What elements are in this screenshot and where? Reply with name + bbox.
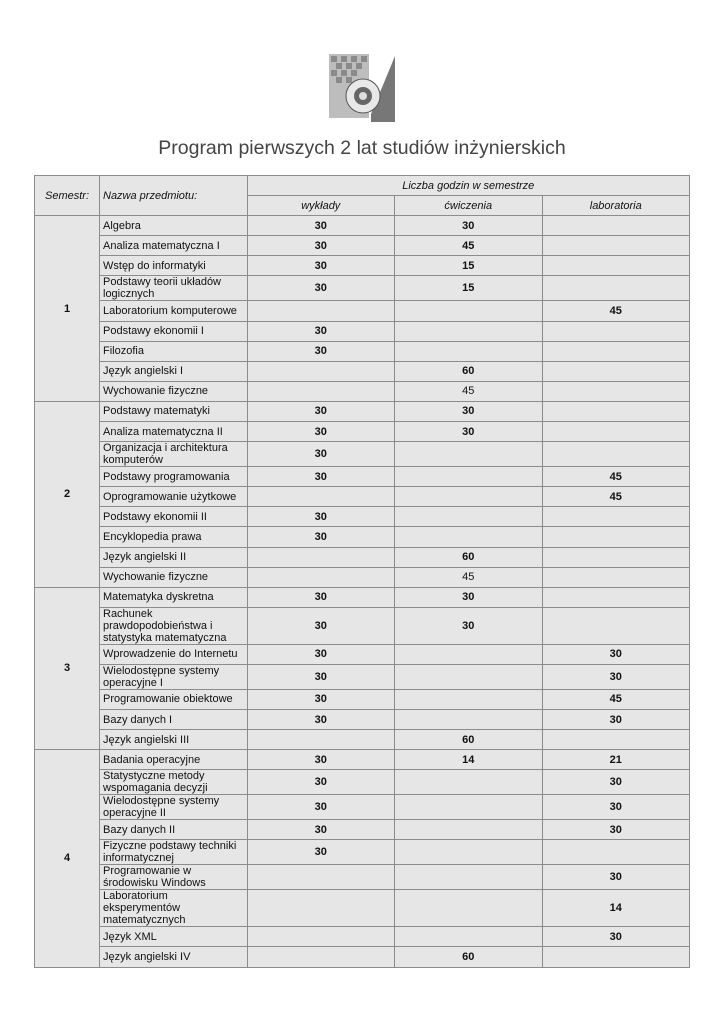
lab-hours	[542, 947, 690, 967]
table-row	[35, 865, 690, 890]
lecture-hours: 30	[247, 840, 395, 865]
semester-number: 1	[35, 216, 100, 402]
lecture-hours	[247, 547, 395, 567]
exercise-hours	[395, 890, 543, 927]
lab-hours: 30	[542, 795, 690, 820]
exercise-hours: 15	[395, 276, 543, 301]
course-name: Język XML	[100, 927, 248, 947]
table-row	[35, 689, 690, 709]
table-row	[35, 321, 690, 341]
course-name: Organizacja i architektura komputerów	[100, 442, 248, 467]
table-row	[35, 947, 690, 967]
course-name: Encyklopedia prawa	[100, 527, 248, 547]
lecture-hours: 30	[247, 587, 395, 607]
table-row	[35, 587, 690, 607]
course-name: Matematyka dyskretna	[100, 587, 248, 607]
lecture-hours	[247, 301, 395, 321]
course-name: Podstawy ekonomii I	[100, 321, 248, 341]
table-row	[35, 216, 690, 236]
lab-hours	[542, 840, 690, 865]
lab-hours	[542, 547, 690, 567]
table-row	[35, 236, 690, 256]
exercise-hours	[395, 770, 543, 795]
university-logo-icon	[327, 52, 399, 124]
table-row	[35, 467, 690, 487]
course-name: Statystyczne metody wspomagania decyzji	[100, 770, 248, 795]
lab-hours	[542, 216, 690, 236]
lecture-hours: 30	[247, 709, 395, 729]
lab-hours	[542, 422, 690, 442]
exercise-hours: 30	[395, 587, 543, 607]
table-row	[35, 607, 690, 644]
lab-hours	[542, 730, 690, 750]
table-row	[35, 890, 690, 927]
lab-hours	[542, 567, 690, 587]
table-row	[35, 487, 690, 507]
lab-hours: 30	[542, 644, 690, 664]
exercise-hours	[395, 301, 543, 321]
lecture-hours	[247, 361, 395, 381]
exercise-hours	[395, 341, 543, 361]
lab-hours	[542, 401, 690, 421]
exercise-hours	[395, 507, 543, 527]
lab-hours	[542, 527, 690, 547]
course-name: Fizyczne podstawy techniki informatycznej	[100, 840, 248, 865]
table-row	[35, 664, 690, 689]
semester-number: 4	[35, 750, 100, 967]
lecture-hours: 30	[247, 256, 395, 276]
lecture-hours: 30	[247, 770, 395, 795]
table-row	[35, 381, 690, 401]
course-name: Laboratorium komputerowe	[100, 301, 248, 321]
lecture-hours: 30	[247, 236, 395, 256]
lecture-hours: 30	[247, 664, 395, 689]
course-name: Analiza matematyczna II	[100, 422, 248, 442]
table-row	[35, 927, 690, 947]
exercise-hours: 60	[395, 361, 543, 381]
header-nazwa: Nazwa przedmiotu:	[100, 176, 248, 216]
lecture-hours	[247, 381, 395, 401]
lecture-hours: 30	[247, 442, 395, 467]
header-semestr: Semestr:	[35, 176, 100, 216]
lab-hours	[542, 607, 690, 644]
exercise-hours: 15	[395, 256, 543, 276]
exercise-hours	[395, 664, 543, 689]
lab-hours: 30	[542, 709, 690, 729]
lab-hours: 30	[542, 865, 690, 890]
lab-hours: 30	[542, 927, 690, 947]
exercise-hours: 14	[395, 750, 543, 770]
semester-number: 2	[35, 401, 100, 587]
course-name: Podstawy matematyki	[100, 401, 248, 421]
course-name: Podstawy ekonomii II	[100, 507, 248, 527]
course-name: Wielodostępne systemy operacyjne II	[100, 795, 248, 820]
exercise-hours: 30	[395, 422, 543, 442]
lab-hours: 30	[542, 664, 690, 689]
exercise-hours	[395, 709, 543, 729]
course-name: Język angielski III	[100, 730, 248, 750]
lecture-hours	[247, 730, 395, 750]
lecture-hours: 30	[247, 820, 395, 840]
semester-number: 3	[35, 587, 100, 749]
exercise-hours: 60	[395, 730, 543, 750]
lab-hours	[542, 236, 690, 256]
course-name: Język angielski I	[100, 361, 248, 381]
exercise-hours	[395, 689, 543, 709]
exercise-hours	[395, 927, 543, 947]
exercise-hours	[395, 442, 543, 467]
exercise-hours: 60	[395, 947, 543, 967]
table-row	[35, 361, 690, 381]
table-row	[35, 770, 690, 795]
exercise-hours: 60	[395, 547, 543, 567]
lab-hours: 30	[542, 770, 690, 795]
table-row	[35, 422, 690, 442]
lecture-hours: 30	[247, 401, 395, 421]
table-row	[35, 795, 690, 820]
exercise-hours	[395, 321, 543, 341]
course-name: Filozofia	[100, 341, 248, 361]
header-laboratoria: laboratoria	[542, 196, 690, 216]
course-name: Wprowadzenie do Internetu	[100, 644, 248, 664]
lecture-hours	[247, 947, 395, 967]
course-name: Wielodostępne systemy operacyjne I	[100, 664, 248, 689]
course-name: Bazy danych II	[100, 820, 248, 840]
table-row	[35, 750, 690, 770]
course-name: Laboratorium eksperymentów matematycznych	[100, 890, 248, 927]
table-row	[35, 709, 690, 729]
table-row	[35, 567, 690, 587]
exercise-hours	[395, 467, 543, 487]
course-name: Język angielski IV	[100, 947, 248, 967]
table-row	[35, 507, 690, 527]
course-name: Rachunek prawdopodobieństwa i statystyka matematyczna	[100, 607, 248, 644]
page-title: Program pierwszych 2 lat studiów inżynierskich	[158, 137, 566, 159]
lecture-hours: 30	[247, 276, 395, 301]
table-row	[35, 644, 690, 664]
course-name: Podstawy teorii układów logicznych	[100, 276, 248, 301]
course-name: Bazy danych I	[100, 709, 248, 729]
lab-hours	[542, 442, 690, 467]
exercise-hours: 45	[395, 567, 543, 587]
exercise-hours	[395, 644, 543, 664]
exercise-hours	[395, 487, 543, 507]
lecture-hours: 30	[247, 644, 395, 664]
exercise-hours	[395, 820, 543, 840]
table-row	[35, 276, 690, 301]
table-row	[35, 840, 690, 865]
exercise-hours	[395, 795, 543, 820]
table-row	[35, 301, 690, 321]
course-name: Wychowanie fizyczne	[100, 381, 248, 401]
lab-hours: 45	[542, 487, 690, 507]
course-name: Badania operacyjne	[100, 750, 248, 770]
lab-hours: 30	[542, 820, 690, 840]
course-name: Programowanie w środowisku Windows	[100, 865, 248, 890]
lab-hours: 45	[542, 689, 690, 709]
header-wyklady: wykłady	[247, 196, 395, 216]
lecture-hours: 30	[247, 507, 395, 527]
lecture-hours: 30	[247, 467, 395, 487]
exercise-hours: 45	[395, 381, 543, 401]
header-liczba-godzin: Liczba godzin w semestrze	[247, 176, 690, 196]
lab-hours: 14	[542, 890, 690, 927]
exercise-hours: 45	[395, 236, 543, 256]
lecture-hours	[247, 487, 395, 507]
lab-hours: 45	[542, 301, 690, 321]
lab-hours	[542, 361, 690, 381]
lab-hours: 21	[542, 750, 690, 770]
table-row	[35, 442, 690, 467]
table-row	[35, 341, 690, 361]
table-row	[35, 401, 690, 421]
table-row	[35, 256, 690, 276]
course-name: Algebra	[100, 216, 248, 236]
lecture-hours	[247, 890, 395, 927]
exercise-hours: 30	[395, 216, 543, 236]
lecture-hours: 30	[247, 341, 395, 361]
lecture-hours	[247, 567, 395, 587]
lecture-hours	[247, 927, 395, 947]
lecture-hours: 30	[247, 689, 395, 709]
course-name: Analiza matematyczna I	[100, 236, 248, 256]
table-row	[35, 527, 690, 547]
lab-hours	[542, 321, 690, 341]
lecture-hours: 30	[247, 321, 395, 341]
lab-hours	[542, 507, 690, 527]
lecture-hours: 30	[247, 795, 395, 820]
lecture-hours: 30	[247, 527, 395, 547]
course-name: Programowanie obiektowe	[100, 689, 248, 709]
course-name: Język angielski II	[100, 547, 248, 567]
lecture-hours: 30	[247, 422, 395, 442]
course-name: Podstawy programowania	[100, 467, 248, 487]
lab-hours	[542, 381, 690, 401]
lab-hours: 45	[542, 467, 690, 487]
exercise-hours: 30	[395, 401, 543, 421]
course-table	[34, 175, 690, 968]
lecture-hours: 30	[247, 750, 395, 770]
lab-hours	[542, 256, 690, 276]
exercise-hours	[395, 527, 543, 547]
lecture-hours	[247, 865, 395, 890]
exercise-hours	[395, 865, 543, 890]
lab-hours	[542, 587, 690, 607]
table-row	[35, 730, 690, 750]
course-name: Wstęp do informatyki	[100, 256, 248, 276]
lab-hours	[542, 276, 690, 301]
lecture-hours: 30	[247, 607, 395, 644]
course-name: Oprogramowanie użytkowe	[100, 487, 248, 507]
lab-hours	[542, 341, 690, 361]
table-row	[35, 820, 690, 840]
exercise-hours	[395, 840, 543, 865]
lecture-hours: 30	[247, 216, 395, 236]
table-row	[35, 547, 690, 567]
exercise-hours: 30	[395, 607, 543, 644]
course-name: Wychowanie fizyczne	[100, 567, 248, 587]
header-cwiczenia: ćwiczenia	[395, 196, 543, 216]
